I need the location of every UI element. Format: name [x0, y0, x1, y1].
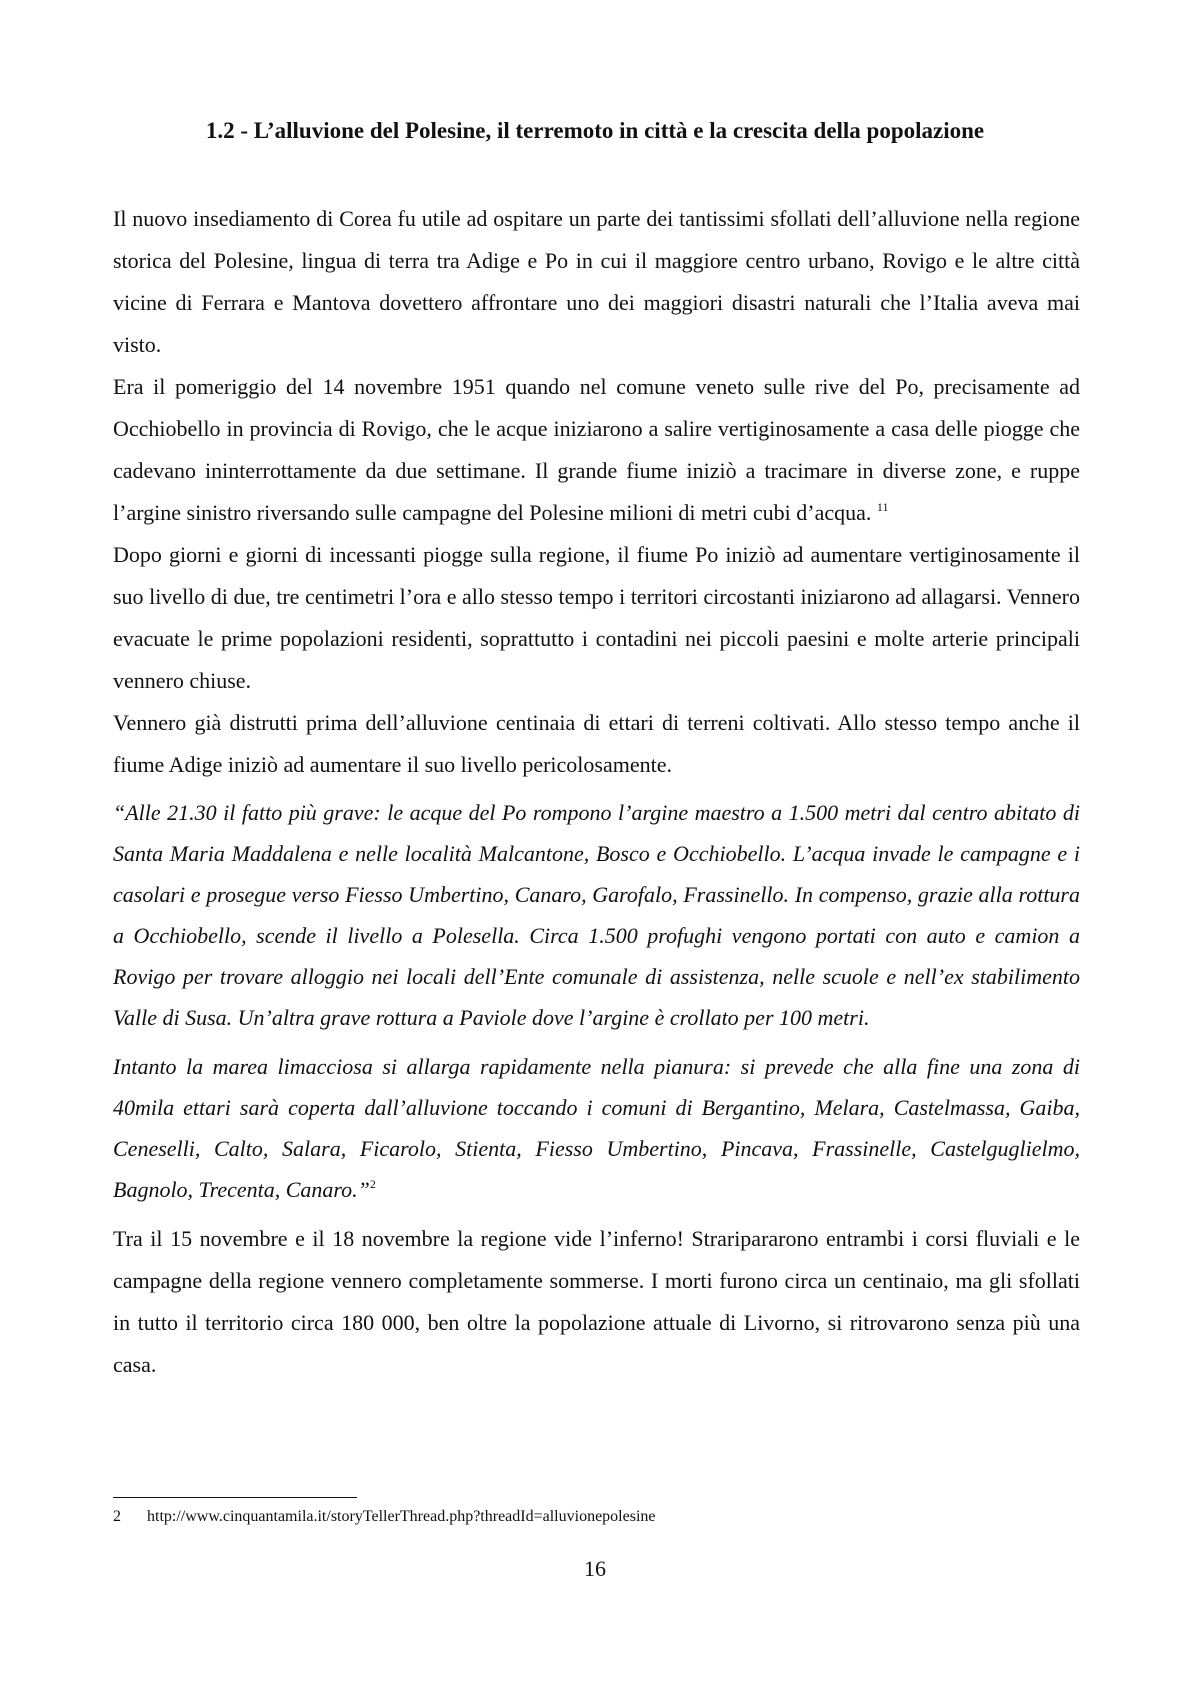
paragraph-2-text: Era il pomeriggio del 14 novembre 1951 quando nel comune veneto sulle rive del Po, precisamente ad Occhiobello in provincia di Rovigo, che le acque iniziarono a salire vertiginosamente a casa delle piogge che cadevano ininterrottamente da due settimane. Il grande fiume iniziò a tracimare in diverse zone, e ruppe l’argine sinistro riversando sulle campagne del Polesine milioni di metri cubi d’acqua.	[113, 374, 1080, 525]
paragraph-5: Tra il 15 novembre e il 18 novembre la regione vide l’inferno! Straripararono entrambi i corsi fluviali e le campagne della regione vennero completamente sommerse. I morti furono circa un centinaio, ma gli sfollati in tutto il territorio circa 180 000, ben oltre la popolazione attuale di Livorno, si ritrovarono senza più una casa.	[113, 1226, 1080, 1377]
paragraph-2	[113, 366, 1080, 534]
quote-paragraph-2	[113, 1046, 1080, 1210]
footnote-ref-2[interactable]: 2	[369, 1177, 376, 1191]
page-number: 16	[584, 1556, 606, 1581]
footnote-ref-11[interactable]: 11	[876, 500, 889, 514]
quote-paragraph-1: “Alle 21.30 il fatto più grave: le acque del Po rompono l’argine maestro a 1.500 metri dal centro abitato di Santa Maria Maddalena e nelle località Malcantone, Bosco e Occhiobello. L’acqua invade le campagne e i casolari e prosegue verso Fiesso Umbertino, Canaro, Garofalo, Frassinello. In compenso, grazie alla rottura a Occhiobello, scende il livello a Polesella. Circa 1.500 profughi vengono portati con auto e camion a Rovigo per trovare alloggio nei locali dell’Ente comunale di assistenza, nelle scuole e nell’ex stabilimento Valle di Susa. Un’altra grave rottura a Paviole dove l’argine è crollato per 100 metri.	[113, 800, 1080, 1030]
quote-paragraph-2-text: Intanto la marea limacciosa si allarga rapidamente nella pianura: si prevede che alla fine una zona di 40mila ettari sarà coperta dall’alluvione toccando i comuni di Bergantino, Melara, Castelmassa, Gaiba, Ceneselli, Calto, Salara, Ficarolo, Stienta, Fiesso Umbertino, Pincava, Frassinelle, Castelguglielmo, Bagnolo, Trecenta, Canaro.”	[113, 1054, 1080, 1202]
footnote-number: 2	[113, 1508, 121, 1525]
paragraph-4: Vennero già distrutti prima dell’alluvione centinaia di ettari di terreni coltivati. Allo stesso tempo anche il fiume Adige iniziò ad aumentare il suo livello pericolosamente.	[113, 710, 1080, 777]
paragraph-1: Il nuovo insediamento di Corea fu utile ad ospitare un parte dei tantissimi sfollati dell’alluvione nella regione storica del Polesine, lingua di terra tra Adige e Po in cui il maggiore centro urbano, Rovigo e le altre città vicine di Ferrara e Mantova dovettero affrontare uno dei maggiori disastri naturali che l’Italia aveva mai visto.	[113, 206, 1080, 357]
section-heading: 1.2 - L’alluvione del Polesine, il terremoto in città e la crescita della popolazione	[205, 118, 985, 143]
body-text	[113, 198, 1080, 1386]
footnote	[113, 1506, 1073, 1528]
footnote-divider	[113, 1497, 357, 1498]
footnote-url[interactable]: http://www.cinquantamila.it/storyTellerThread.php?threadId=alluvionepolesine	[147, 1508, 656, 1525]
paragraph-3: Dopo giorni e giorni di incessanti piogge sulla regione, il fiume Po iniziò ad aumentare vertiginosamente il suo livello di due, tre centimetri l’ora e allo stesso tempo i territori circostanti iniziarono ad allagarsi. Vennero evacuate le prime popolazioni residenti, soprattutto i contadini nei piccoli paesini e molte arterie principali vennero chiuse.	[113, 542, 1080, 693]
